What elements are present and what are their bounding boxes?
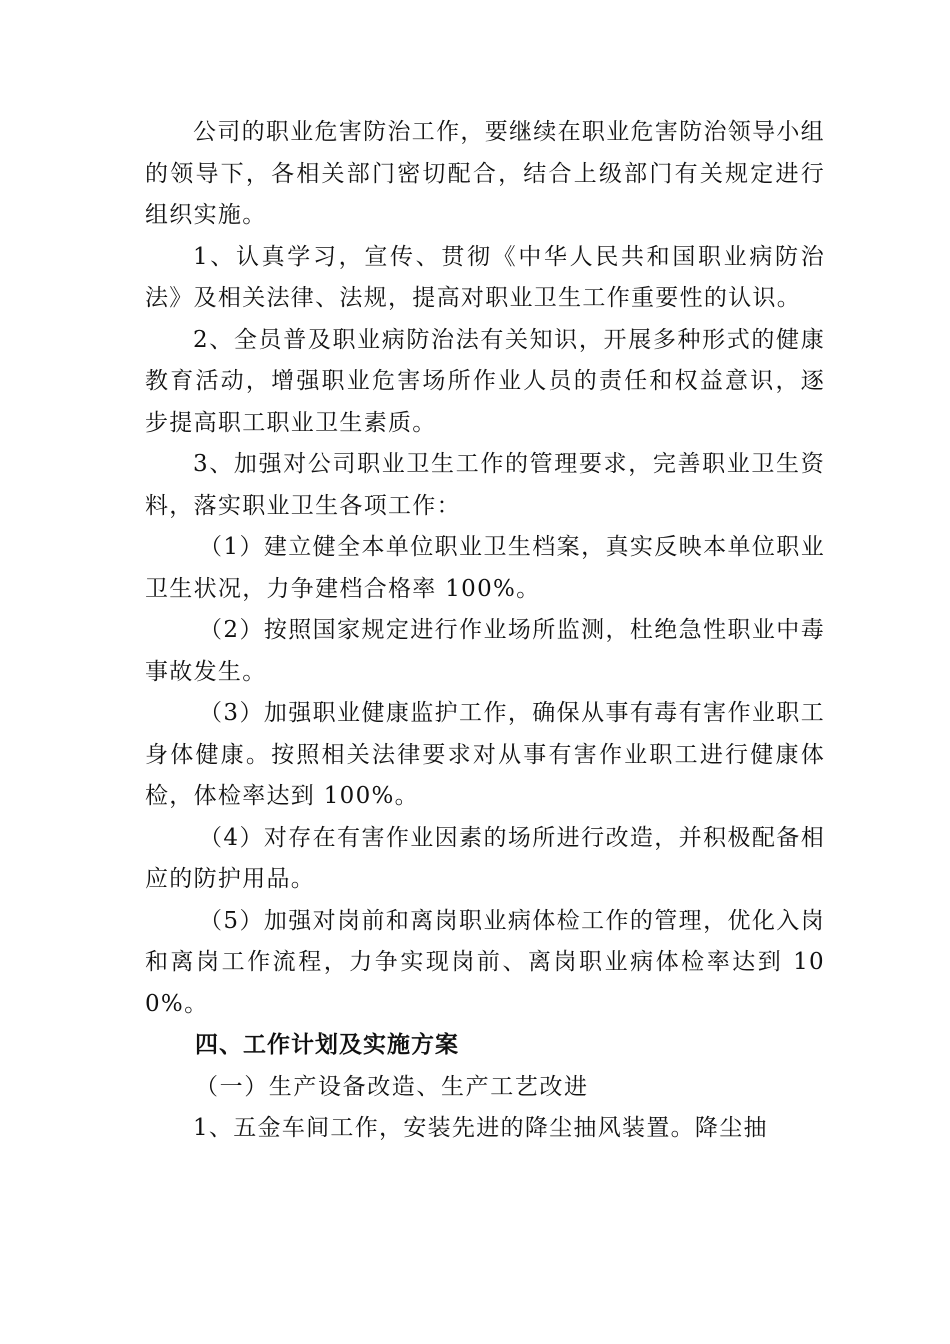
paragraph-subitem-5: （5）加强对岗前和离岗职业病体检工作的管理，优化入岗和离岗工作流程，力争实现岗前、离岗职业病体检率达到 100%。 bbox=[145, 907, 825, 1017]
paragraph-subitem-2: （2）按照国家规定进行作业场所监测，杜绝急性职业中毒事故发生。 bbox=[145, 617, 825, 685]
paragraph-item-2: 2、全员普及职业病防治法有关知识，开展多种形式的健康教育活动，增强职业危害场所作业人员的责任和权益意识，逐步提高职工职业卫生素质。 bbox=[145, 326, 825, 436]
paragraph-item-3: 3、加强对公司职业卫生工作的管理要求，完善职业卫生资料，落实职业卫生各项工作： bbox=[145, 451, 825, 519]
subsection-heading: （一）生产设备改造、生产工艺改进 bbox=[195, 1073, 589, 1100]
document-body bbox=[145, 112, 825, 1150]
section-heading: 四、工作计划及实施方案 bbox=[195, 1032, 459, 1058]
paragraph-subitem-4: （4）对存在有害作业因素的场所进行改造，并积极配备相应的防护用品。 bbox=[145, 824, 825, 892]
paragraph-item-1: 1、认真学习，宣传、贯彻《中华人民共和国职业病防治法》及相关法律、法规，提高对职业卫生工作重要性的认识。 bbox=[145, 243, 825, 311]
paragraph-intro: 公司的职业危害防治工作，要继续在职业危害防治领导小组的领导下，各相关部门密切配合，结合上级部门有关规定进行组织实施。 bbox=[145, 119, 825, 228]
paragraph-subitem-1: （1）建立健全本单位职业卫生档案，真实反映本单位职业卫生状况，力争建档合格率 100%。 bbox=[145, 534, 825, 602]
paragraph-subitem-3: （3）加强职业健康监护工作，确保从事有毒有害作业职工身体健康。按照相关法律要求对从事有害作业职工进行健康体检，体检率达到 100%。 bbox=[145, 700, 825, 809]
paragraph-last: 1、五金车间工作，安装先进的降尘抽风装置。降尘抽 bbox=[193, 1115, 768, 1141]
